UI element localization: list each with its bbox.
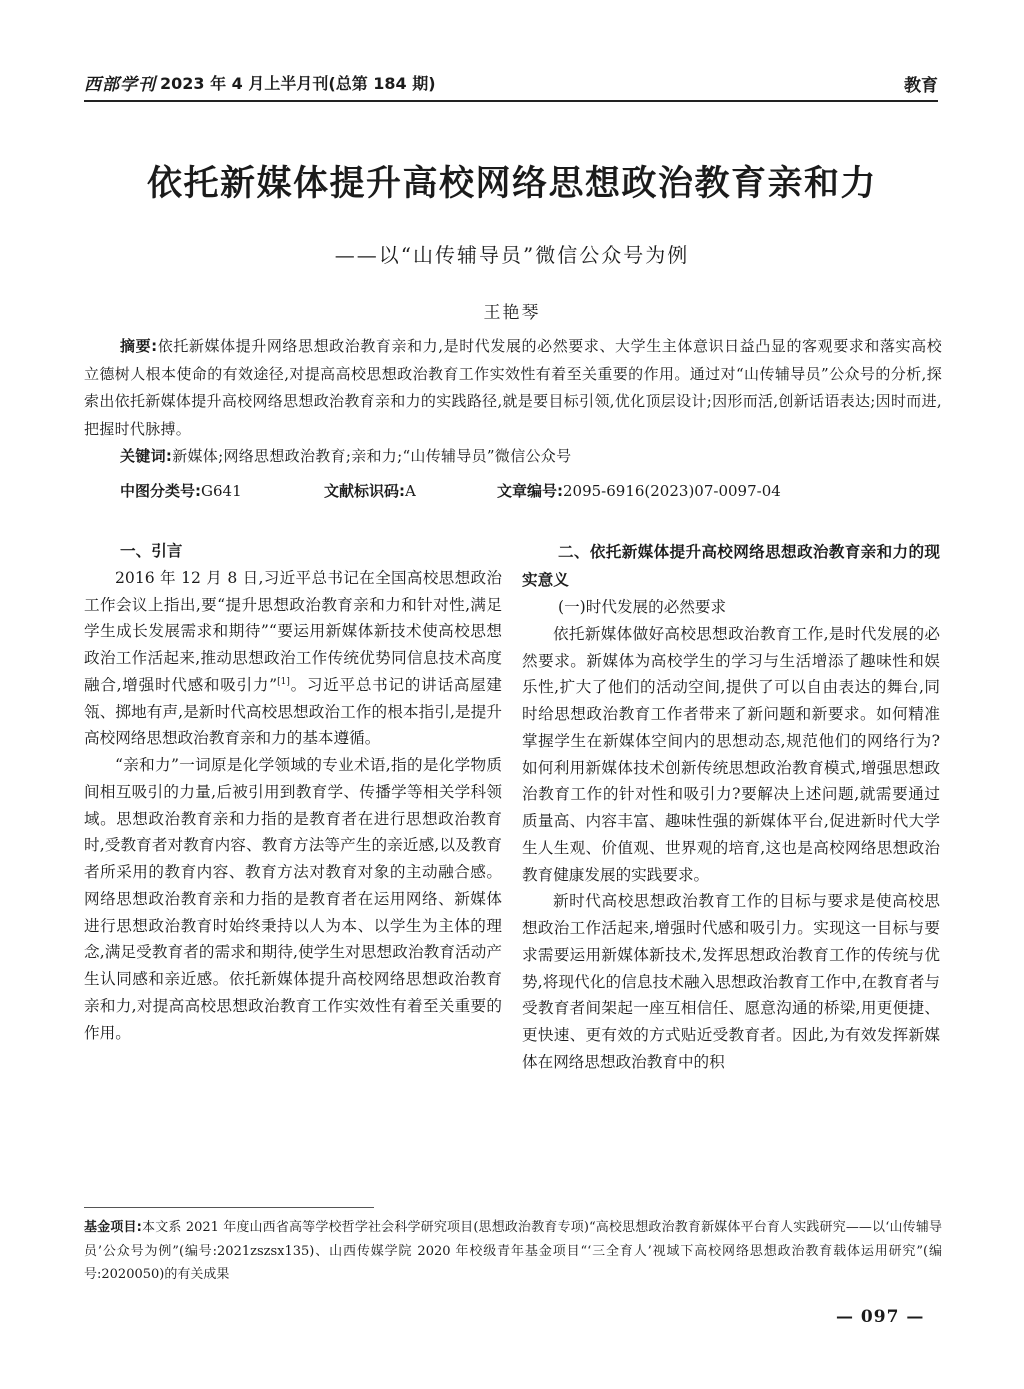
- right-column: [522, 538, 940, 1076]
- header-rule: [84, 100, 938, 102]
- paragraph: 新时代高校思想政治教育工作的目标与要求是使高校思想政治工作活起来,增强时代感和吸引力。实现这一目标与要求需要运用新媒体新技术,发挥思想政治教育工作的传统与优势,将现代化的信息技术融入思想政治教育工作中,在教育者与受教育者间架起一座互相信任、愿意沟通的桥梁,用更便捷、更快速、更有效的方式贴近受教育者。因此,为有效发挥新媒体在网络思想政治教育中的积: [522, 892, 940, 1071]
- keywords-label: 关键词:: [120, 447, 173, 465]
- article-subtitle: ——以“山传辅导员”微信公众号为例: [334, 243, 690, 267]
- page-number: — 097 —: [836, 1307, 925, 1327]
- running-header: [84, 70, 938, 96]
- journal-logo: 西部学刊: [84, 75, 156, 95]
- classification-line: [120, 480, 781, 501]
- citation-ref: [1]: [277, 676, 290, 687]
- doc-code-value: A: [405, 482, 416, 500]
- paragraph: 依托新媒体做好高校思想政治教育工作,是时代发展的必然要求。新媒体为高校学生的学习与生活增添了趣味性和娱乐性,扩大了他们的活动空间,提供了可以自由表达的舞台,同时给思想政治教育工作者带来了新问题和新要求。如何精准掌握学生在新媒体空间内的思想动态,规范他们的网络行为?如何利用新媒体技术创新传统思想政治教育模式,增强思想政治教育工作的针对性和吸引力?要解决上述问题,就需要通过质量高、内容丰富、趣味性强的新媒体平台,促进新时代大学生人生观、价值观、世界观的培育,这也是高校网络思想政治教育健康发展的实践要求。: [522, 624, 940, 884]
- subsection-heading: (一)时代发展的必然要求: [558, 598, 727, 616]
- section-tag: 教育: [904, 76, 938, 96]
- abstract-text: 依托新媒体提升网络思想政治教育亲和力,是时代发展的必然要求、大学生主体意识日益凸显的客观要求和落实高校立德树人根本使命的有效途径,对提高高校思想政治教育工作实效性有着至关重要的作用。通过对“山传辅导员”公众号的分析,探索出依托新媒体提升高校网络思想政治教育亲和力的实践路径,就是要目标引领,优化顶层设计;因形而活,创新话语表达;因时而进,把握时代脉搏。: [84, 337, 942, 438]
- footnote-rule: [84, 1207, 374, 1208]
- section-heading-intro: 一、引言: [120, 542, 183, 560]
- footnote-label: 基金项目:: [84, 1220, 142, 1235]
- clc-value: G641: [201, 482, 242, 500]
- abstract-label: 摘要:: [120, 337, 158, 355]
- author-name: 王艳琴: [483, 303, 541, 323]
- footnote-text: 本文系 2021 年度山西省高等学校哲学社会科学研究项目(思想政治教育专项)“高校思想政治教育新媒体平台育人实践研究——以‘山传辅导员’公众号为例”(编号:2021zszsx135)、山西传媒学院 2020 年校级青年基金项目“‘三全育人’视域下高校网络思想政治教育载体运用研究”(编号:2020050)的有关成果: [84, 1220, 942, 1282]
- article-no-value: 2095-6916(2023)07-0097-04: [563, 482, 781, 500]
- keywords-text: 新媒体;网络思想政治教育;亲和力;“山传辅导员”微信公众号: [172, 447, 572, 465]
- paragraph: [84, 565, 502, 752]
- paragraph-text: 。习近平总书记的讲话高屋建瓴、掷地有声,是新时代高校思想政治工作的根本指引,是提升高校网络思想政治教育亲和力的基本遵循。: [84, 675, 502, 748]
- issue-line: 2023 年 4 月上半月刊(总第 184 期): [160, 74, 436, 93]
- abstract: [84, 333, 942, 471]
- funding-footnote: [84, 1216, 942, 1287]
- paragraph: “亲和力”一词原是化学领域的专业术语,指的是化学物质间相互吸引的力量,后被引用到教育学、传播学等相关学科领域。思想政治教育亲和力指的是教育者在进行思想政治教育时,受教育者对教育内容、教育方法等产生的亲近感,以及教育者所采用的教育内容、教育方法对教育对象的主动融合感。网络思想政治教育亲和力指的是教育者在运用网络、新媒体进行思想政治教育时始终秉持以人为本、以学生为主体的理念,满足受教育者的需求和期待,使学生对思想政治教育活动产生认同感和亲近感。依托新媒体提升高校网络思想政治教育亲和力,对提高高校思想政治教育工作实效性有着至关重要的作用。: [84, 756, 502, 1042]
- article-title: 依托新媒体提升高校网络思想政治教育亲和力: [146, 164, 877, 204]
- doc-code-label: 文献标识码:: [324, 482, 405, 500]
- article-no-label: 文章编号:: [497, 482, 563, 500]
- left-column: [84, 538, 502, 1046]
- section-heading-significance: 二、依托新媒体提升高校网络思想政治教育亲和力的现实意义: [522, 543, 940, 589]
- paragraph-text: 2016 年 12 月 8 日,习近平总书记在全国高校思想政治工作会议上指出,要“提升思想政治教育亲和力和针对性,满足学生成长发展需求和期待”“要运用新媒体新技术使高校思想政治工作活起来,推动思想政治工作传统优势同信息技术高度融合,增强时代感和吸引力”: [84, 568, 502, 694]
- clc-label: 中图分类号:: [120, 482, 201, 500]
